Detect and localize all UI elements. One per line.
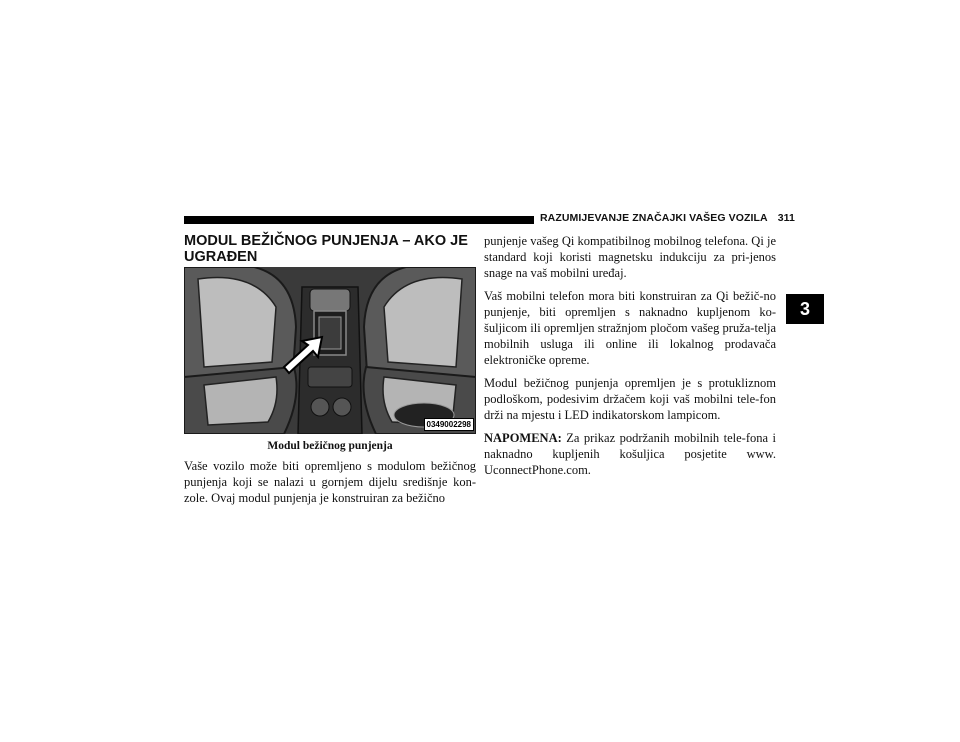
note-label: NAPOMENA: — [484, 431, 562, 445]
figure-caption: Modul bežičnog punjenja — [267, 440, 393, 452]
page-number: 311 — [777, 212, 795, 224]
left-column — [184, 458, 476, 513]
center-console-illustration — [184, 267, 476, 434]
figure-code: 0349002298 — [424, 418, 475, 431]
body-paragraph: punjenje vašeg Qi kompatibilnog mobilnog telefona. Qi je standard koji koristi magnetsku indukciju za pri-jenos snage na vaš mobilni uređaj. — [484, 234, 776, 280]
note-paragraph — [484, 430, 776, 478]
body-paragraph: Vaše vozilo može biti opremljeno s modulom bežičnog punjenja koji se nalazi u gornjem dijelu središnje kon-zole. Ovaj modul punjenja je konstruiran za bežično — [184, 459, 476, 505]
running-header — [540, 212, 795, 224]
note-text: Za prikaz podržanih mobilnih tele-fona i naknadno kupljenih košuljica posjetite www. UconnectPhone.com. — [484, 431, 776, 477]
body-paragraph: Modul bežičnog punjenja opremljen je s protukliznom podloškom, podesivim držačem koji vaš mobilni tele-fon drži na mjestu i LED indikatorskom lampicom. — [484, 376, 776, 422]
section-title: MODUL BEŽIČNOG PUNJENJA – AKO JE UGRAĐEN — [184, 233, 468, 265]
header-rule — [184, 216, 534, 224]
right-column — [484, 233, 776, 485]
chapter-title: RAZUMIJEVANJE ZNAČAJKI VAŠEG VOZILA — [540, 212, 768, 224]
body-paragraph: Vaš mobilni telefon mora biti konstruiran za Qi bežič-no punjenje, biti opremljen s naknadno kupljenom ko-šuljicom ili opremljen stražnjom pločom vašeg pruža-telja mobilnih usluga ili online ili lokalnog prodavača elektroničke opreme. — [484, 289, 776, 367]
chapter-tab: 3 — [786, 294, 824, 324]
wireless-charging-figure — [184, 267, 476, 434]
